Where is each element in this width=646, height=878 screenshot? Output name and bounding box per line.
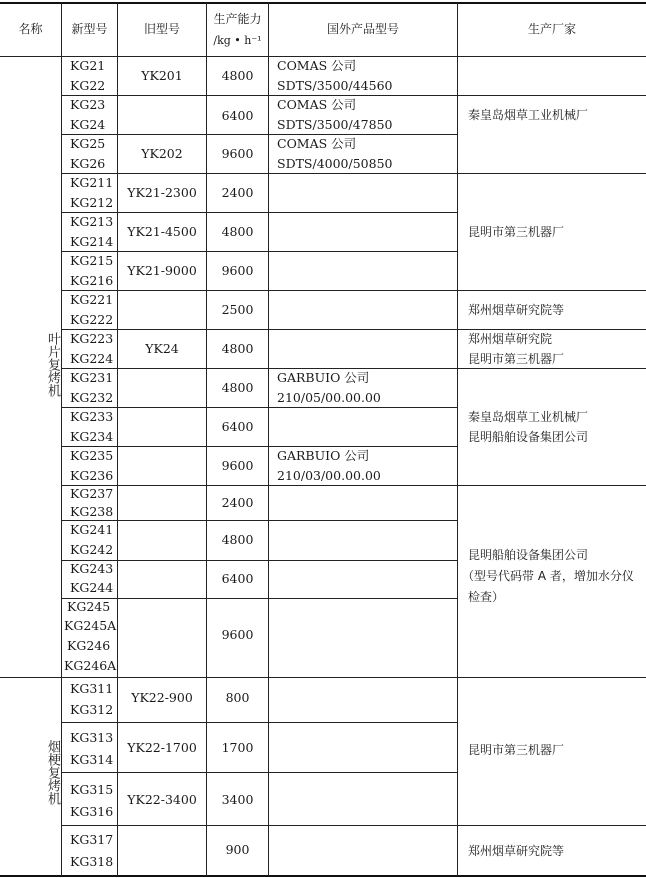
foreign-model: SDTS/3500/44560	[277, 78, 393, 93]
manufacturer-note: 检查）	[468, 590, 505, 604]
old-model: YK21-4500	[127, 224, 197, 239]
manufacturer: 郑州烟草研究院等	[468, 303, 565, 317]
foreign-company: GARBUIO 公司	[277, 448, 370, 463]
capacity: 9600	[221, 627, 254, 642]
new-model: KG235	[70, 448, 114, 463]
col-rule	[268, 2, 269, 876]
old-model: YK24	[145, 341, 179, 356]
capacity: 4800	[221, 532, 254, 547]
header-new-model: 新型号	[71, 22, 108, 36]
new-model: KG236	[70, 468, 114, 483]
capacity: 6400	[221, 571, 254, 586]
new-model: KG215	[70, 253, 114, 268]
new-model: KG242	[70, 542, 114, 557]
new-model: KG222	[70, 312, 114, 327]
capacity: 800	[225, 690, 250, 705]
rule-top	[0, 2, 646, 4]
manufacturer: 昆明船舶设备集团公司	[468, 548, 589, 562]
new-model: KG23	[70, 97, 106, 112]
capacity: 9600	[221, 146, 254, 161]
manufacturer: 昆明市第三机器厂	[468, 352, 565, 366]
new-model: KG232	[70, 390, 114, 405]
capacity: 6400	[221, 108, 254, 123]
foreign-model: 210/05/00.00.00	[277, 390, 381, 405]
new-model: KG245A	[64, 618, 117, 633]
capacity: 900	[225, 842, 250, 857]
header-capacity: 生产能力	[213, 12, 262, 26]
old-model: YK202	[141, 146, 183, 161]
new-model: KG237	[70, 486, 114, 501]
col-rule	[61, 2, 62, 876]
new-model: KG244	[70, 580, 114, 595]
rule	[62, 825, 646, 826]
header-old-model: 旧型号	[143, 22, 180, 36]
foreign-model: SDTS/3500/47850	[277, 117, 393, 132]
manufacturer: 昆明船舶设备集团公司	[468, 430, 589, 444]
new-model: KG214	[70, 234, 114, 249]
manufacturer: 秦皇岛烟草工业机械厂	[468, 410, 589, 424]
capacity: 2400	[221, 495, 254, 510]
rule	[62, 560, 457, 561]
new-model: KG318	[70, 854, 114, 869]
new-model: KG314	[70, 752, 114, 767]
foreign-model: 210/03/00.00.00	[277, 468, 381, 483]
rule	[62, 368, 646, 369]
foreign-model: SDTS/4000/50850	[277, 156, 393, 171]
capacity: 9600	[221, 458, 254, 473]
new-model: KG241	[70, 522, 114, 537]
old-model: YK22-3400	[127, 792, 197, 807]
old-model: YK22-1700	[127, 740, 197, 755]
manufacturer: 秦皇岛烟草工业机械厂	[468, 108, 589, 122]
new-model: KG212	[70, 195, 114, 210]
capacity: 2500	[221, 302, 254, 317]
rule	[62, 134, 457, 135]
rule	[62, 446, 457, 447]
new-model: KG216	[70, 273, 114, 288]
header-foreign-model: 国外产品型号	[326, 22, 399, 36]
rule	[62, 95, 646, 96]
capacity: 2400	[221, 185, 254, 200]
new-model: KG238	[70, 504, 114, 519]
new-model: KG246	[67, 638, 111, 653]
new-model: KG24	[70, 117, 106, 132]
new-model: KG223	[70, 331, 114, 346]
rule	[62, 772, 457, 773]
new-model: KG246A	[64, 658, 117, 673]
rule	[62, 485, 646, 486]
capacity: 1700	[221, 740, 254, 755]
rule	[62, 212, 457, 213]
manufacturer-note: （型号代码带 A 者，增加水分仪	[462, 569, 634, 583]
col-rule	[457, 2, 458, 876]
new-model: KG312	[70, 702, 114, 717]
old-model: YK21-2300	[127, 185, 197, 200]
rule	[62, 598, 457, 599]
rule	[62, 251, 457, 252]
group-name-stem: 烟梗复烤机	[45, 740, 60, 805]
foreign-company: COMAS 公司	[277, 136, 357, 151]
new-model: KG234	[70, 429, 114, 444]
header-manufacturer: 生产厂家	[527, 22, 576, 36]
old-model: YK21-9000	[127, 263, 197, 278]
new-model: KG316	[70, 804, 114, 819]
new-model: KG245	[67, 599, 111, 614]
new-model: KG221	[70, 292, 114, 307]
old-model: YK22-900	[131, 690, 193, 705]
new-model: KG233	[70, 409, 114, 424]
new-model: KG22	[70, 78, 106, 93]
new-model: KG317	[70, 832, 114, 847]
manufacturer: 郑州烟草研究院	[468, 332, 553, 346]
new-model: KG243	[70, 561, 114, 576]
new-model: KG25	[70, 136, 106, 151]
new-model: KG224	[70, 351, 114, 366]
capacity: 6400	[221, 419, 254, 434]
new-model: KG213	[70, 214, 114, 229]
rule	[62, 329, 646, 330]
new-model: KG315	[70, 782, 114, 797]
rule	[62, 520, 457, 521]
capacity: 9600	[221, 263, 254, 278]
new-model: KG26	[70, 156, 106, 171]
rule	[62, 290, 646, 291]
header-capacity-unit: /kg • h⁻¹	[213, 34, 262, 47]
capacity: 3400	[221, 792, 254, 807]
manufacturer: 昆明市第三机器厂	[468, 743, 565, 757]
new-model: KG231	[70, 370, 114, 385]
capacity: 4800	[221, 380, 254, 395]
header-name: 名称	[18, 22, 43, 36]
rule-bottom	[0, 875, 646, 877]
rule	[62, 407, 457, 408]
capacity: 4800	[221, 68, 254, 83]
rule-header	[0, 56, 646, 57]
rule-group	[0, 677, 646, 678]
capacity: 4800	[221, 341, 254, 356]
group-name-leaf: 叶片复烤机	[45, 332, 60, 397]
new-model: KG21	[70, 58, 106, 73]
capacity: 4800	[221, 224, 254, 239]
manufacturer: 郑州烟草研究院等	[468, 844, 565, 858]
old-model: YK201	[141, 68, 183, 83]
foreign-company: COMAS 公司	[277, 97, 357, 112]
foreign-company: GARBUIO 公司	[277, 370, 370, 385]
new-model: KG211	[70, 175, 114, 190]
rule	[62, 173, 646, 174]
foreign-company: COMAS 公司	[277, 58, 357, 73]
manufacturer: 昆明市第三机器厂	[468, 225, 565, 239]
new-model: KG313	[70, 730, 114, 745]
rule	[62, 722, 457, 723]
new-model: KG311	[70, 681, 114, 696]
